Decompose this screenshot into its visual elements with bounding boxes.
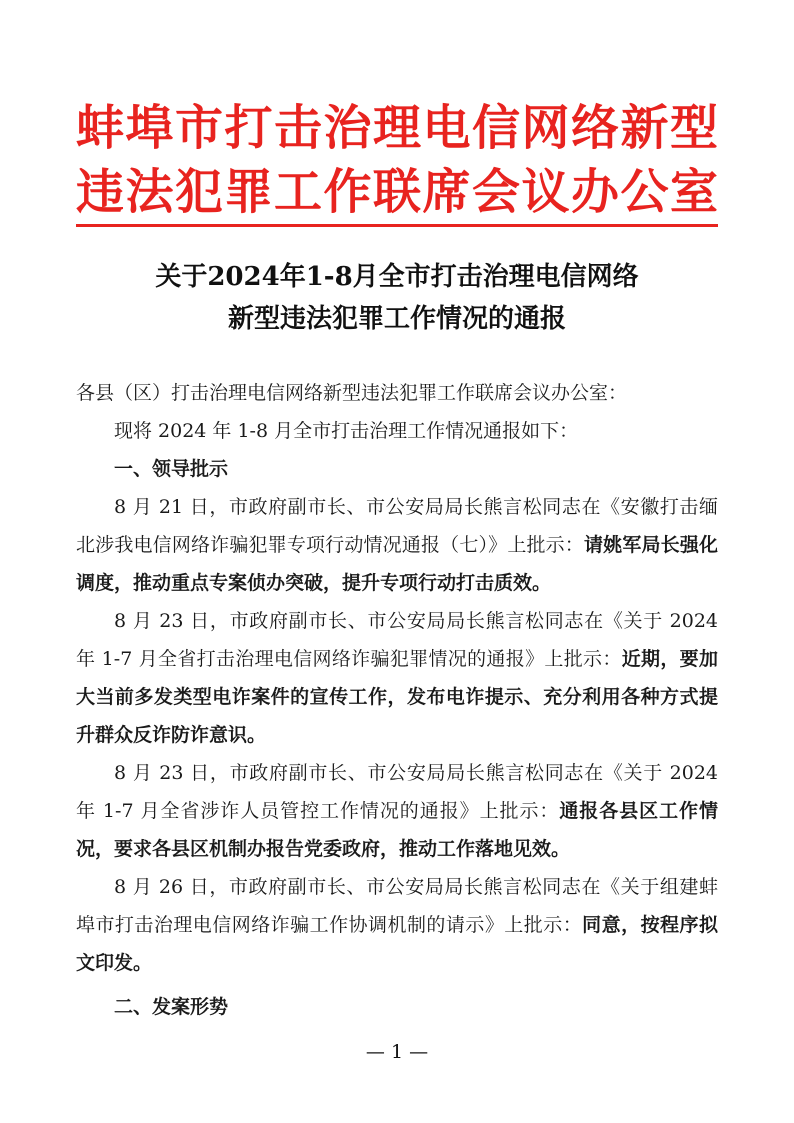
document-body [76,374,718,1026]
agency-name-line1: 蚌埠市打击治理电信网络新型 [76,100,718,156]
intro-paragraph: 现将 2024 年 1-8 月全市打击治理工作情况通报如下： [114,420,579,442]
document-title-line2: 新型违法犯罪工作情况的通报 [227,304,566,334]
page-number: — 1 — [365,1041,429,1063]
instruction-paragraph [76,754,718,868]
section-heading-1: 一、领导批示 [114,458,229,480]
instruction-bold-text: 近期，要加大当前多发类型电诈案件的宣传工作，发布电诈提示、充分利用各种方式提升群众反诈防诈意识。 [76,648,718,746]
salutation: 各县（区）打击治理电信网络新型违法犯罪工作联席会议办公室： [76,382,628,404]
instruction-bold-text: 请姚军局长强化调度，推动重点专案侦办突破，提升专项行动打击质效。 [76,534,718,594]
instruction-text: 8 月 26 日，市政府副市长、市公安局局长熊言松同志在《关于组建蚌埠市打击治理电信网络诈骗工作协调机制的请示》上批示： [76,876,718,936]
instruction-bold-text: 通报各县区工作情况，要求各县区机制办报告党委政府，推动工作落地见效。 [76,800,718,860]
section-heading-2: 二、发案形势 [114,996,229,1018]
document-title-line1: 关于2024年1-8月全市打击治理电信网络 [155,262,639,292]
instruction-text: 8 月 23 日，市政府副市长、市公安局局长熊言松同志在《关于 2024 年 1-7 月全省涉诈人员管控工作情况的通报》上批示： [76,762,718,822]
instruction-paragraph [76,602,718,754]
instruction-text: 8 月 21 日，市政府副市长、市公安局局长熊言松同志在《安徽打击缅北涉我电信网络诈骗犯罪专项行动情况通报（七）》上批示： [76,496,718,556]
red-header-divider [76,224,718,227]
instruction-paragraph [76,868,718,982]
instruction-paragraph [76,488,718,602]
instruction-text: 8 月 23 日，市政府副市长、市公安局局长熊言松同志在《关于 2024 年 1-7 月全省打击治理电信网络诈骗犯罪情况的通报》上批示： [76,610,718,670]
agency-name-line2: 违法犯罪工作联席会议办公室 [76,164,718,220]
instruction-bold-text: 同意，按程序拟文印发。 [76,914,718,974]
